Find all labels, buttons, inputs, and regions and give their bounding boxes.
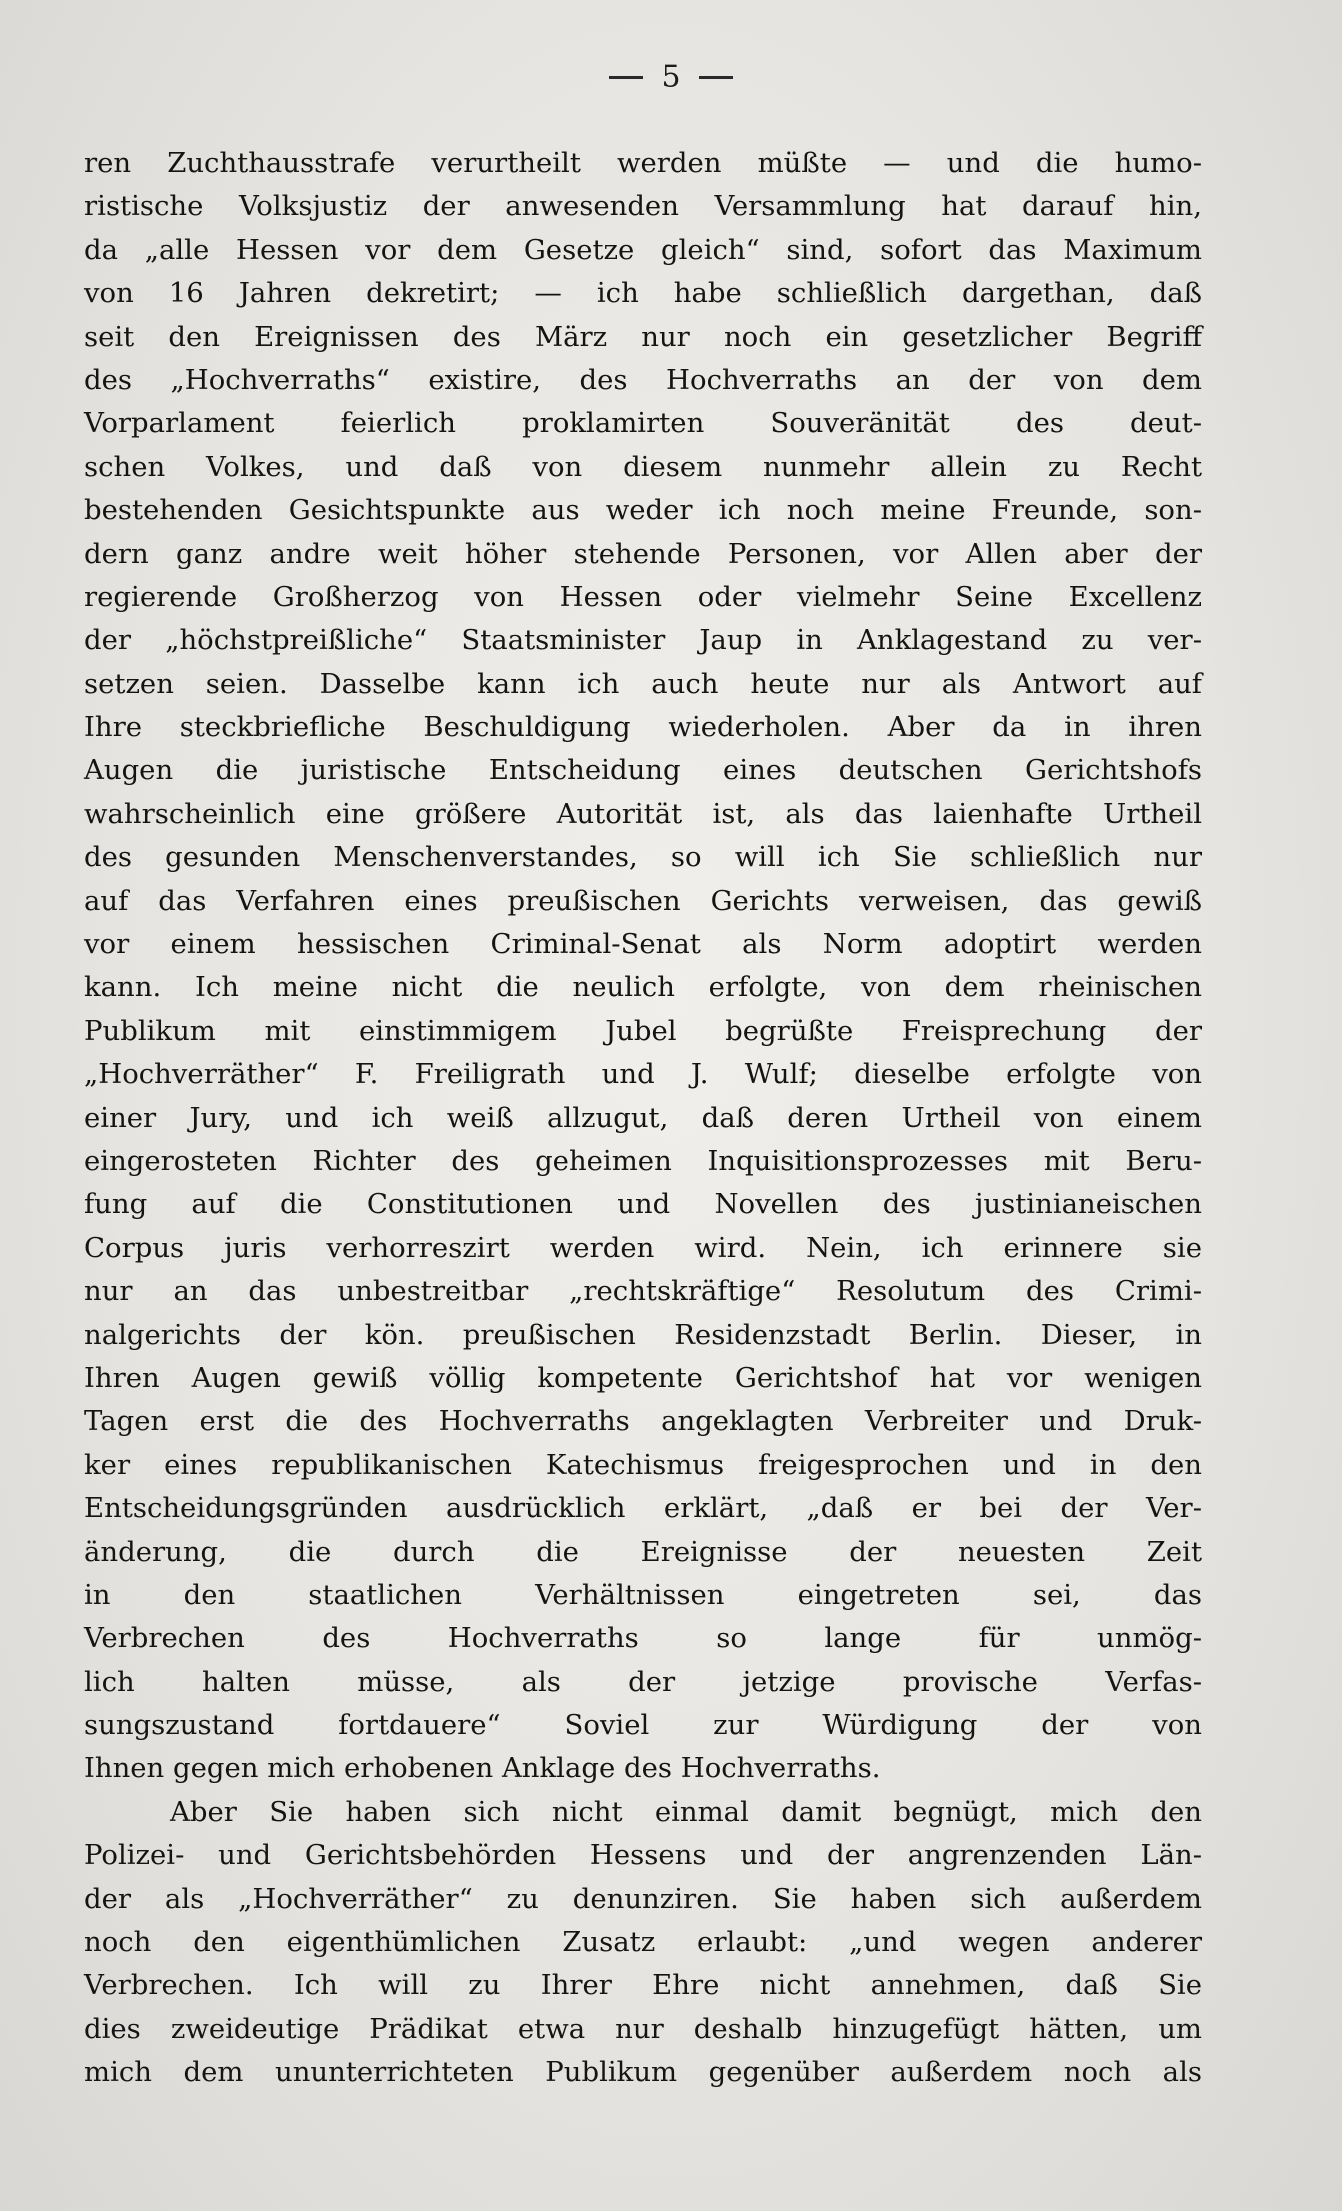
- text-line: Vorparlament feierlich proklamirten Souveränität des deut-: [84, 407, 1202, 440]
- text-line: nur an das unbestreitbar „rechtskräftige“ Resolutum des Crimi-: [84, 1275, 1202, 1308]
- text-line: setzen seien. Dasselbe kann ich auch heute nur als Antwort auf: [84, 667, 1202, 700]
- text-line: der „höchstpreißliche“ Staatsminister Jaup in Anklagestand zu ver-: [84, 624, 1202, 657]
- page-header: [0, 58, 1342, 95]
- body-text: [84, 142, 1202, 2095]
- text-line: auf das Verfahren eines preußischen Gerichts verweisen, das gewiß: [84, 884, 1202, 917]
- text-line: bestehenden Gesichtspunkte aus weder ich noch meine Freunde, son-: [84, 494, 1202, 527]
- text-line: nalgerichts der kön. preußischen Residenzstadt Berlin. Dieser, in: [84, 1318, 1202, 1351]
- text-line: lich halten müsse, als der jetzige provische Verfas-: [84, 1665, 1202, 1698]
- text-line: fung auf die Constitutionen und Novellen des justinianeischen: [84, 1188, 1202, 1221]
- text-line: des „Hochverraths“ existire, des Hochverraths an der von dem: [84, 363, 1202, 396]
- text-line: „Hochverräther“ F. Freiligrath und J. Wulf; dieselbe erfolgte von: [84, 1058, 1202, 1091]
- text-line: vor einem hessischen Criminal-Senat als Norm adoptirt werden: [84, 928, 1202, 961]
- text-line: Publikum mit einstimmigem Jubel begrüßte Freisprechung der: [84, 1014, 1202, 1047]
- text-line: mich dem ununterrichteten Publikum gegenüber außerdem noch als: [84, 2056, 1202, 2089]
- text-line: dies zweideutige Prädikat etwa nur deshalb hinzugefügt hätten, um: [84, 2012, 1202, 2045]
- text-line: noch den eigenthümlichen Zusatz erlaubt: „und wegen anderer: [84, 1926, 1202, 1959]
- text-line: wahrscheinlich eine größere Autorität ist, als das laienhafte Urtheil: [84, 797, 1202, 830]
- text-line: änderung, die durch die Ereignisse der neuesten Zeit: [84, 1535, 1202, 1568]
- text-line: Augen die juristische Entscheidung eines deutschen Gerichtshofs: [84, 754, 1202, 787]
- text-line: des gesunden Menschenverstandes, so will ich Sie schließlich nur: [84, 841, 1202, 874]
- text-line: ren Zuchthausstrafe verurtheilt werden müßte — und die humo-: [84, 147, 1202, 179]
- text-line: regierende Großherzog von Hessen oder vielmehr Seine Excellenz: [84, 580, 1202, 613]
- text-line: sungszustand fortdauere“ Soviel zur Würdigung der von: [84, 1709, 1202, 1742]
- text-line: Tagen erst die des Hochverraths angeklagten Verbreiter und Druk-: [84, 1405, 1202, 1438]
- text-line: ristische Volksjustiz der anwesenden Versammlung hat darauf hin,: [84, 190, 1202, 223]
- text-line: Verbrechen des Hochverraths so lange für unmög-: [84, 1622, 1202, 1655]
- text-line: Corpus juris verhorreszirt werden wird. Nein, ich erinnere sie: [84, 1231, 1202, 1264]
- page-number: 5: [661, 59, 681, 95]
- text-line: Ihre steckbriefliche Beschuldigung wiederholen. Aber da in ihren: [84, 711, 1202, 744]
- text-line: einer Jury, und ich weiß allzugut, daß deren Urtheil von einem: [84, 1101, 1202, 1134]
- text-line: ker eines republikanischen Katechismus freigesprochen und in den: [84, 1448, 1202, 1481]
- text-line: schen Volkes, und daß von diesem nunmehr allein zu Recht: [84, 450, 1202, 483]
- text-line: Ihnen gegen mich erhobenen Anklage des Hochverraths.: [84, 1752, 881, 1785]
- text-line: von 16 Jahren dekretirt; — ich habe schließlich dargethan, daß: [84, 277, 1202, 310]
- text-line: Aber Sie haben sich nicht einmal damit begnügt, mich den: [170, 1795, 1202, 1828]
- text-line: Ihren Augen gewiß völlig kompetente Gerichtshof hat vor wenigen: [84, 1361, 1202, 1394]
- text-line: Verbrechen. Ich will zu Ihrer Ehre nicht annehmen, daß Sie: [84, 1969, 1202, 2002]
- text-line: der als „Hochverräther“ zu denunziren. Sie haben sich außerdem: [84, 1882, 1202, 1915]
- text-line: eingerosteten Richter des geheimen Inquisitionsprozesses mit Beru-: [84, 1144, 1202, 1177]
- text-line: Polizei- und Gerichtsbehörden Hessens und der angrenzenden Län-: [84, 1839, 1202, 1872]
- text-line: dern ganz andre weit höher stehende Personen, vor Allen aber der: [84, 537, 1202, 570]
- text-line: Entscheidungsgründen ausdrücklich erklärt, „daß er bei der Ver-: [84, 1492, 1202, 1525]
- text-line: seit den Ereignissen des März nur noch ein gesetzlicher Begriff: [84, 320, 1202, 353]
- text-line: in den staatlichen Verhältnissen eingetreten sei, das: [84, 1578, 1202, 1611]
- text-line: kann. Ich meine nicht die neulich erfolgte, von dem rheinischen: [84, 971, 1202, 1004]
- header-dash-right: [699, 76, 733, 79]
- header-dash-left: [609, 76, 643, 79]
- text-line: da „alle Hessen vor dem Gesetze gleich“ sind, sofort das Maximum: [84, 233, 1202, 266]
